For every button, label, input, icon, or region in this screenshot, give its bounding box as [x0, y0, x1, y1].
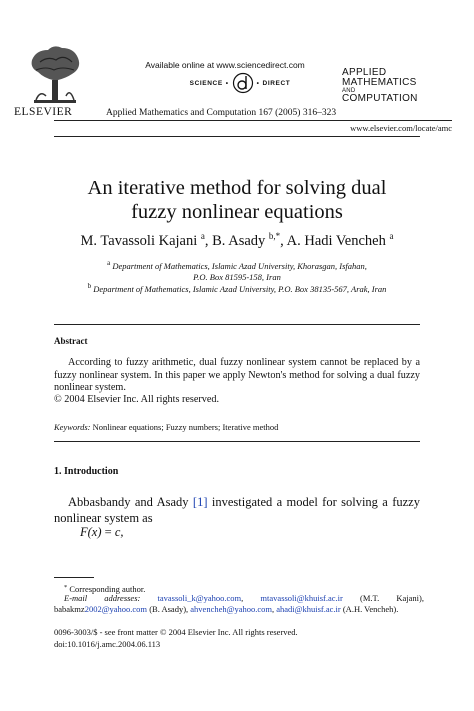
keywords [54, 422, 420, 432]
email-link-2[interactable]: mtavassoli@khuisf.ac.ir [260, 593, 343, 603]
author-sep-1: , [204, 233, 213, 249]
abstract-rule-top [54, 324, 420, 325]
elsevier-tree-logo-icon [26, 44, 84, 106]
email-label: E-mail addresses: [64, 593, 141, 603]
header-rule-bottom [54, 136, 420, 137]
email-link-1[interactable]: tavassoli_k@yahoo.com [157, 593, 242, 603]
journal-website: www.elsevier.com/locate/amc [350, 123, 452, 133]
header-rule-top [54, 120, 452, 121]
email-link-3[interactable]: 2002@yahoo.com [84, 604, 148, 614]
equation [80, 525, 124, 540]
intro-text-after: investigated a model for solving a fuzzy nonlinear system as [54, 495, 420, 525]
affiliation-a [40, 258, 434, 283]
sciencedirect-mark: • [225, 79, 229, 87]
journal-brand-line1: APPLIED [342, 67, 387, 78]
citation-link-1[interactable]: [1] [192, 495, 208, 509]
intro-paragraph [54, 494, 420, 526]
footnote-emails [54, 593, 424, 615]
affiliation-a-line2: P.O. Box 81595-158, Iran [193, 272, 281, 282]
sciencedirect-left-text: SCIENCE [189, 79, 223, 87]
sciencedirect-logo [160, 72, 320, 94]
keywords-text: Nonlinear equations; Fuzzy numbers; Iterative method [92, 422, 279, 432]
email-after-3: (B. Asady), [147, 604, 191, 614]
sciencedirect-right-text: DIRECT [262, 79, 291, 87]
issn-line: 0096-3003/$ - see front matter © 2004 Elsevier Inc. All rights reserved. [54, 627, 298, 637]
intro-text-before: Abbasbandy and Asady [68, 495, 193, 509]
abstract-text: According to fuzzy arithmetic, dual fuzzy nonlinear system cannot be replaced by a fuzzy nonlinear system. In this paper we apply Newton's method for solving a dual fuzzy nonlinear system. [54, 357, 420, 393]
equation-lhs: F(x) [80, 525, 102, 539]
author-sep-2: , [280, 233, 287, 249]
author-1: M. Tavassoli Kajani [80, 233, 198, 249]
journal-brand-line3: COMPUTATION [342, 93, 418, 104]
email-sep-4: , [271, 604, 277, 614]
equation-equals: = [101, 525, 115, 539]
email-link-5[interactable]: ahadi@khuisf.ac.ir [276, 604, 341, 614]
affiliation-b-line: Department of Mathematics, Islamic Azad University, P.O. Box 38135-567, Arak, Iran [93, 284, 387, 294]
equation-rhs: c, [114, 525, 124, 539]
author-3: A. Hadi Vencheh [286, 233, 386, 249]
available-online-text: Available online at www.sciencedirect.com [145, 60, 305, 70]
footnote-corresponding-text: Corresponding author. [69, 584, 146, 594]
email-after-2: (M.T. Kajani), babakmz [54, 593, 425, 614]
affiliation-b [40, 281, 434, 295]
author-2-sup: b,* [268, 231, 281, 241]
journal-brand [342, 68, 454, 104]
abstract-heading: Abstract [54, 336, 88, 346]
email-after-5: (A.H. Vencheh). [340, 604, 399, 614]
sciencedirect-mark-2: • [256, 79, 260, 87]
title-line-1: An iterative method for solving dual [87, 177, 387, 199]
footnote-star: * [64, 584, 68, 591]
section-heading-introduction: 1. Introduction [54, 466, 119, 477]
author-list [30, 231, 444, 250]
keywords-label: Keywords: [54, 422, 91, 432]
footnote-rule [54, 577, 94, 578]
author-2: B. Asady [212, 233, 266, 249]
author-1-sup: a [200, 231, 205, 241]
title-line-2: fuzzy nonlinear equations [131, 201, 343, 223]
journal-brand-line2: MATHEMATICS [342, 77, 417, 88]
affiliation-a-mark: a [107, 259, 111, 267]
doi-line[interactable]: doi:10.1016/j.amc.2004.06.113 [54, 639, 161, 649]
journal-brand-and: AND [342, 88, 356, 94]
email-sep-1: , [241, 593, 261, 603]
author-3-sup: a [389, 231, 394, 241]
affiliation-a-line1: Department of Mathematics, Islamic Azad University, Khorasgan, Isfahan, [112, 261, 367, 271]
sciencedirect-d-icon [232, 72, 254, 94]
publisher-name: ELSEVIER [14, 106, 73, 118]
email-link-4[interactable]: ahvencheh@yahoo.com [190, 604, 272, 614]
journal-citation-line: Applied Mathematics and Computation 167 (2005) 316–323 [106, 108, 337, 118]
abstract-copyright: © 2004 Elsevier Inc. All rights reserved. [54, 394, 220, 405]
affiliation-b-mark: b [87, 282, 92, 290]
abstract-rule-bottom [54, 441, 420, 442]
article-title [60, 176, 414, 224]
